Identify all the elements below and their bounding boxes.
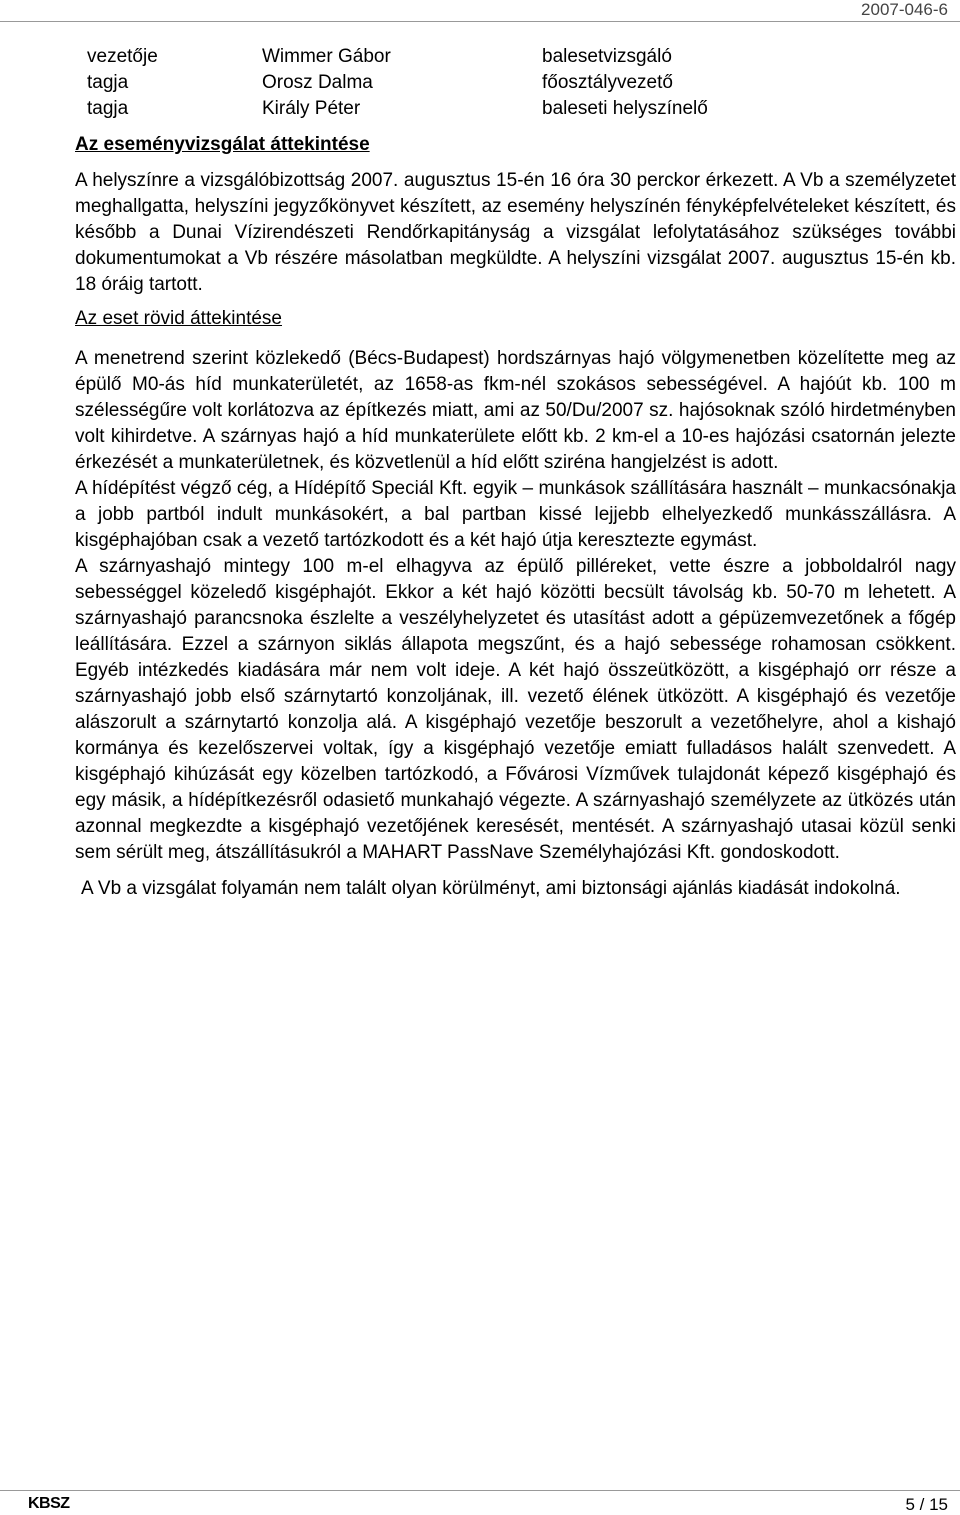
- case-paragraph: A szárnyashajó mintegy 100 m-el elhagyva az épülő pilléreket, vette észre a jobboldalról nagy sebességgel közeledő kisgéphajót. Ekkor a két hajó közötti becsült távolság kb. 50-70 m lehetett. A szárnyashajó parancsnoka észlelte a veszélyhelyzetet és utasítást adott a gépüzemvezetőnek a főgép leállítására. Ezzel a szárnyon siklás állapota megszűnt, és a hajó sebessége rohamosan csökkent. Egyéb intézkedés kiadására már nem volt ideje. A két hajó összeütközött, a kisgéphajó orr része a szárnyashajó jobb első szárnytartó konzoljának, ill. vezető élének ütközött. A kisgéphajó és vezetője alászorult a szárnytartó konzolja alá. A kisgéphajó vezetője beszorult a vezetőhelyre, ahol a kishajó kormánya és kezelőszervei voltak, így a kisgéphajó vezetője emiatt fulladásos halált szenvedett. A kisgéphajó kihúzását egy közelben tartózkodó, a Fővárosi Vízművek tulajdonát képező kisgéphajó és egy másik, a hídépítkezésről odasiető munkahajó végezte. A szárnyashajó személyzete az ütközés után azonnal megkezdte a kisgéphajó vezetőjének keresését, mentését. A szárnyashajó utasai közül senki sem sérült meg, átszállításukról a MAHART PassNave Személyhajózási Kft. gondoskodott.: [75, 556, 956, 863]
- section-heading-case-summary: Az eset rövid áttekintése: [75, 308, 282, 329]
- header-divider: [0, 21, 960, 22]
- footer-divider: [0, 1490, 960, 1491]
- document-body: [75, 132, 956, 910]
- document-id: 2007-046-6: [861, 0, 948, 19]
- member-function: baleseti helyszínelő: [542, 98, 708, 119]
- case-paragraph: A menetrend szerint közlekedő (Bécs-Budapest) hordszárnyas hajó völgymenetben közelítette meg az épülő M0-ás híd munkaterületét, az 1658-as fkm-nél szokásos sebességével. A hajóút kb. 100 m szélességűre volt korlátozva az építkezés miatt, ami az 50/Du/2007 sz. hajósoknak szóló hirdetményben volt kihirdetve. A szárnyas hajó a híd munkaterülete előtt kb. 2 km-el a 10-es hajózási csatornán jelezte érkezését a munkaterületnek, és közvetlenül a híd előtt sziréna hangjelzést is adott.: [75, 348, 956, 473]
- investigation-paragraph: A helyszínre a vizsgálóbizottság 2007. augusztus 15-én 16 óra 30 perckor érkezett. A Vb a személyzetet meghallgatta, helyszíni jegyzőkönyvet készített, az esemény helyszínén fényképfelvételeket készített, és később a Dunai Vízirendészeti Rendőrkapitányság a vizsgálat lefolytatásához szükséges további dokumentumokat a Vb részére másolatban megküldte. A helyszíni vizsgálat 2007. augusztus 15-én kb. 18 óráig tartott.: [75, 170, 956, 295]
- case-paragraph: A hídépítést végző cég, a Hídépítő Speciál Kft. egyik – munkások szállítására használt – munkacsónakja a jobb partból indult munkásokért, a bal partban kissé lejjebb elhelyezkedő munkásszállásra. A kisgéphajóban csak a vezető tartózkodott és a két hajó útja keresztezte egymást.: [75, 478, 956, 551]
- member-function: balesetvizsgáló: [542, 46, 672, 67]
- member-name: Orosz Dalma: [262, 72, 373, 93]
- kbsz-logo: KBSZ: [28, 1495, 70, 1512]
- member-role: vezetője: [87, 46, 158, 67]
- conclusion-paragraph: A Vb a vizsgálat folyamán nem talált olyan körülményt, ami biztonsági ajánlás kiadását indokolná.: [81, 878, 901, 899]
- page-number: 5 / 15: [905, 1495, 948, 1514]
- member-name: Király Péter: [262, 98, 361, 119]
- member-role: tagja: [87, 72, 129, 93]
- member-role: tagja: [87, 98, 129, 119]
- member-name: Wimmer Gábor: [262, 46, 391, 67]
- section-heading-investigation-overview: Az eseményvizsgálat áttekintése: [75, 134, 370, 155]
- member-function: főosztályvezető: [542, 72, 673, 93]
